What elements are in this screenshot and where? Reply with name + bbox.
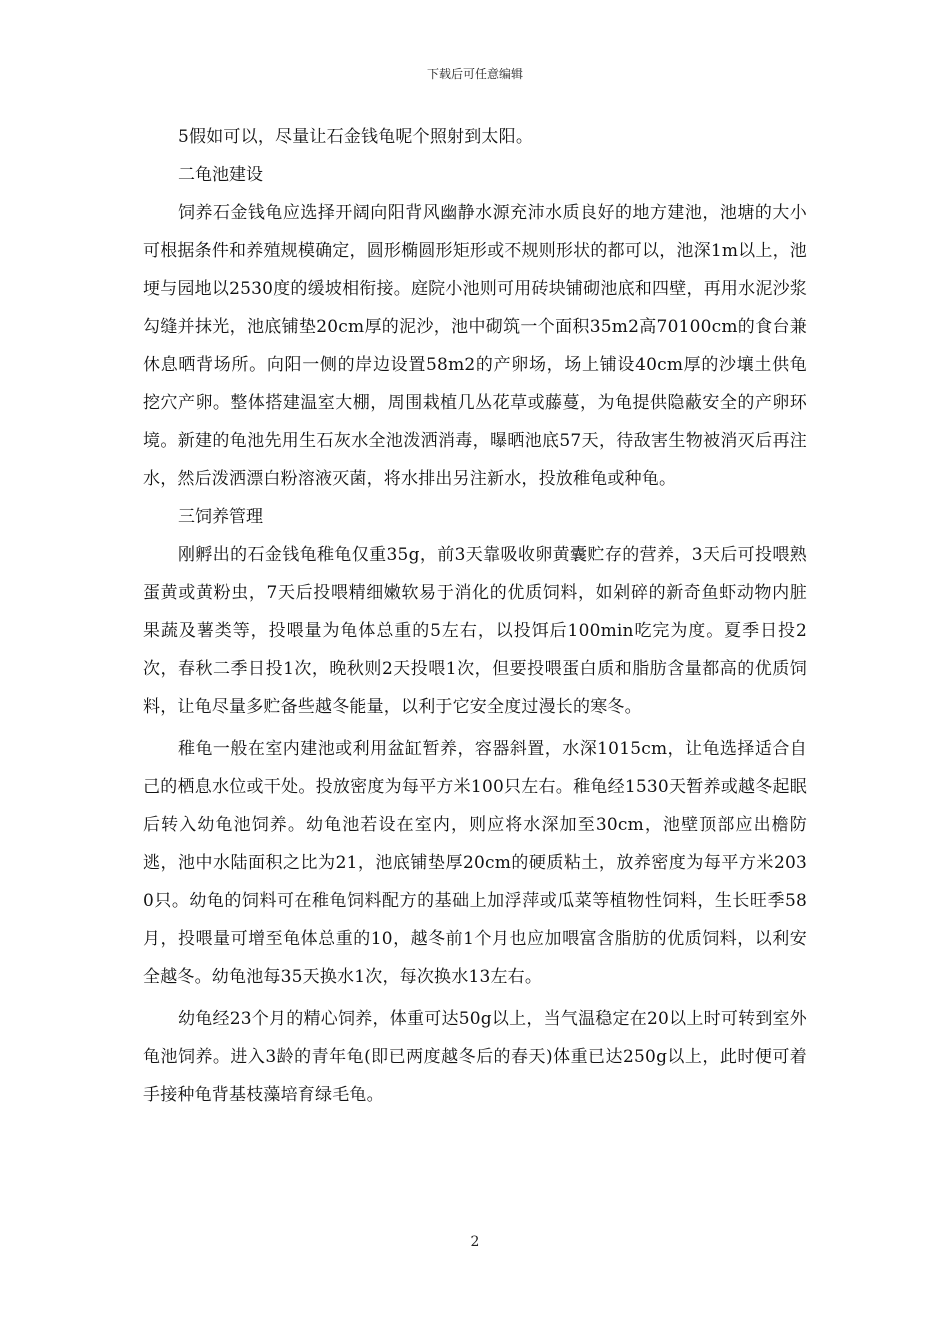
paragraph-pond-construction: 饲养石金钱龟应选择开阔向阳背风幽静水源充沛水质良好的地方建池，池塘的大小可根据条件和养殖规模确定，圆形椭圆形矩形或不规则形状的都可以，池深1m以上，池埂与园地以2530度的缓坡相衔接。庭院小池则可用砖块铺砌池底和四壁，再用水泥沙浆勾缝并抹光，池底铺垫20cm厚的泥沙，池中砌筑一个面积35m2高70100cm的食台兼休息晒背场所。向阳一侧的岸边设置58m2的产卵场，场上铺设40cm厚的沙壤土供龟挖穴产卵。整体搭建温室大棚，周围栽植几丛花草或藤蔓，为龟提供隐蔽安全的产卵环境。新建的龟池先用生石灰水全池泼洒消毒，曝晒池底57天，待敌害生物被消灭后再注水，然后泼洒漂白粉溶液灭菌，将水排出另注新水，投放稚龟或种龟。 (143, 203, 807, 489)
section-heading-feeding-management: 三饲养管理 (178, 507, 263, 527)
document-body (143, 118, 807, 1114)
paragraph-green-hair-turtle: 幼龟经23个月的精心饲养，体重可达50g以上，当气温稳定在20以上时可转到室外龟池饲养。进入3龄的青年龟(即已两度越冬后的春天)体重已达250g以上，此时便可着手接种龟背基枝藻培育绿毛龟。 (143, 1009, 807, 1105)
page-number: 2 (470, 1234, 480, 1250)
header-note: 下载后可任意编辑 (426, 67, 523, 81)
paragraph-sunlight: 5假如可以，尽量让石金钱龟呢个照射到太阳。 (178, 127, 534, 147)
section-heading-pond-construction: 二龟池建设 (178, 165, 263, 185)
paragraph-juvenile-rearing: 稚龟一般在室内建池或利用盆缸暂养，容器斜置，水深1015cm，让龟选择适合自己的栖息水位或干处。投放密度为每平方米100只左右。稚龟经1530天暂养或越冬起眠后转入幼龟池饲养。幼龟池若设在室内，则应将水深加至30cm，池壁顶部应出檐防逃，池中水陆面积之比为21，池底铺垫厚20cm的硬质粘土，放养密度为每平方米2030只。幼龟的饲料可在稚龟饲料配方的基础上加浮萍或瓜菜等植物性饲料，生长旺季58月，投喂量可增至龟体总重的10，越冬前1个月也应加喂富含脂肪的优质饲料，以利安全越冬。幼龟池每35天换水1次，每次换水13左右。 (143, 739, 807, 987)
paragraph-hatchling-feeding: 刚孵出的石金钱龟稚龟仅重35g，前3天靠吸收卵黄囊贮存的营养，3天后可投喂熟蛋黄或黄粉虫，7天后投喂精细嫩软易于消化的优质饲料，如剁碎的新奇鱼虾动物内脏果蔬及薯类等，投喂量为龟体总重的5左右，以投饵后100min吃完为度。夏季日投2次，春秋二季日投1次，晚秋则2天投喂1次，但要投喂蛋白质和脂肪含量都高的优质饲料，让龟尽量多贮备些越冬能量，以利于它安全度过漫长的寒冬。 (143, 545, 807, 717)
